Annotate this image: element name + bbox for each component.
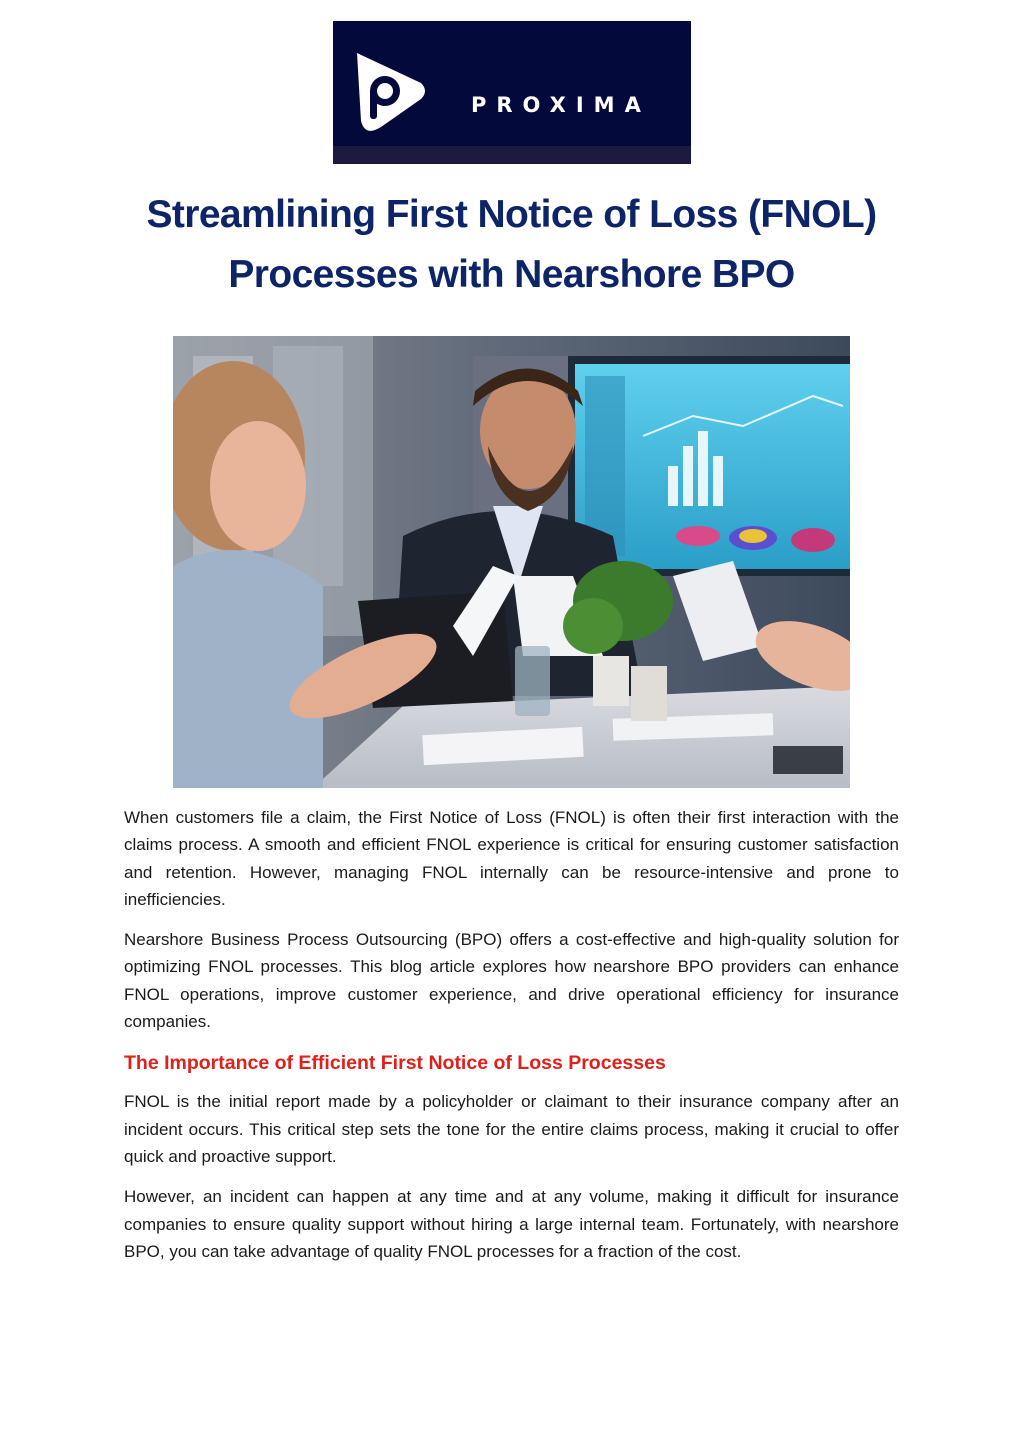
meeting-photo-illustration — [173, 336, 850, 788]
logo-wordmark: PROXIMA — [471, 93, 651, 117]
article-body — [124, 804, 899, 1278]
page-title-line-1: Streamlining First Notice of Loss (FNOL) — [146, 193, 877, 236]
section-heading: The Importance of Efficient First Notice of Loss Processes — [124, 1052, 666, 1075]
logo-banner — [333, 21, 691, 164]
logo-banner-strip — [333, 146, 691, 164]
intro-paragraph-2: Nearshore Business Process Outsourcing (BPO) offers a cost-effective and high-quality solution for optimizing FNOL processes. This blog article explores how nearshore BPO providers can enhance FNOL operations, improve customer experience, and drive operational efficiency for insurance companies. — [124, 930, 899, 1032]
proxima-logo-icon — [347, 45, 431, 137]
page-title — [60, 185, 963, 305]
page-title-line-2: Processes with Nearshore BPO — [228, 253, 795, 296]
hero-image — [173, 336, 850, 788]
intro-paragraph-1: When customers file a claim, the First Notice of Loss (FNOL) is often their first interaction with the claims process. A smooth and efficient FNOL experience is critical for ensuring customer satisfaction and retention. However, managing FNOL internally can be resource-intensive and prone to inefficiencies. — [124, 808, 899, 909]
section-paragraph-2: However, an incident can happen at any time and at any volume, making it difficult for insurance companies to ensure quality support without hiring a large internal team. Fortunately, with nearshore BPO, you can take advantage of quality FNOL processes for a fraction of the cost. — [124, 1187, 899, 1261]
section-paragraph-1: FNOL is the initial report made by a policyholder or claimant to their insurance company after an incident occurs. This critical step sets the tone for the entire claims process, making it crucial to offer quick and proactive support. — [124, 1092, 899, 1166]
